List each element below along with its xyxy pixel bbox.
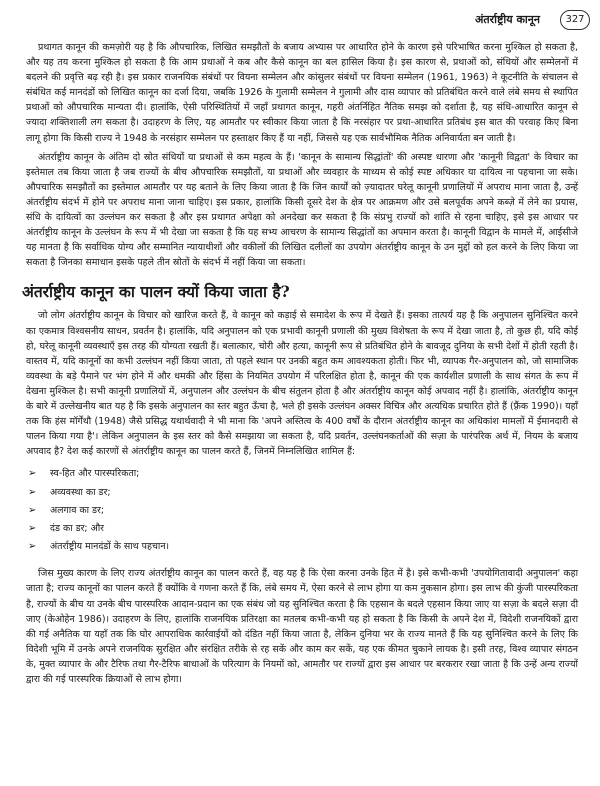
paragraph-other-sources: अंतर्राष्ट्रीय कानून के अंतिम दो स्रोत संधियों या प्रथाओं से कम महत्व के हैं। 'कानून के सामान्य सिद्धांतों' की अस्पष्ट धारणा और 'कानूनी विद्वता' के विचार का इस्तेमाल तब किया जाता है जब राज्यों के बीच औपचारिक समझौतों, या प्रथाओं और व्यवहार के माध्यम से कोई स्पष्ट अधिकार या दायित्व ना पहचाना जा सके। औपचारिक समझौतों का इस्तेमाल आमतौर पर यह बताने के लिए किया जाता है कि जिन कार्यों को ज़्यादातर घरेलू कानूनी प्रणालियों में अपराध माना जाता है, उन्हें अंतर्राष्ट्रीय संदर्भ में होने पर अपराध माना जाना चाहिए। इस प्रकार, हालांकि किसी दूसरे देश के क्षेत्र पर आक्रमण और उसे बलपूर्वक अपने कब्ज़े में लेने का प्रयास, संधि के दायित्वों का उल्लंघन कर सकता है और इस प्रथागत अपेक्षा को अनदेखा कर सकता है कि संप्रभु राज्यों को शांति से रहना चाहिए, इसे इस आधार पर अंतर्राष्ट्रीय कानून के उल्लंघन के रूप में भी देखा जा सकता है कि यह सभ्य आचरण के सामान्य सिद्धांतों का अपमान करता है। कानूनी विद्वान के मामले में, आईसीजे यह मानता है कि सर्वाधिक योग्य और सम्मानित न्यायाधीशों और वकीलों की लिखित दलीलों का उपयोग अंतर्राष्ट्रीय कानून के उन मुद्दों को हल करने के लिए किया जा सकता है जिनका समाधान इसके पहले तीन स्रोतों के संदर्भ में नहीं किया जा सकता। <box>26 151 578 269</box>
page-number-badge: 327 <box>560 10 590 30</box>
paragraph-self-interest: जिस मुख्य कारण के लिए राज्य अंतर्राष्ट्रीय कानून का पालन करते हैं, वह यह है कि ऐसा करना उनके हित में है। इसे कभी-कभी 'उपयोगितावादी अनुपालन' कहा जाता है; राज्य कानूनों का पालन करते हैं क्योंकि वे गणना करते हैं कि, लंबे समय में, ऐसा करने से लाभ होगा या कम नुकसान होगा। इस लाभ की कुंजी पारस्परिकता है, राज्यों के बीच या उनके बीच पारस्परिक आदान-प्रदान का एक संबंध जो यह सुनिश्चित करता है कि एहसान के बदले एहसान किया जाए या सज़ा के बदले सज़ा दी जाए (केओहेन 1986)। उदाहरण के लिए, हालांकि राजनयिक प्रतिरक्षा का मतलब कभी-कभी यह हो सकता है कि किसी के अपने देश में, विदेशी राजनयिकों द्वारा की गई अनैतिक या यहाँ तक कि घोर आपराधिक कार्रवाईयों को दंडित नहीं किया जाता है, लेकिन दुनिया भर के राज्य मानते हैं कि यह सुनिश्चित करने के लिए कि विदेशी भूमि में उनके अपने राजनयिक सुरक्षित और संरक्षित तरीके से रह सकें और काम कर सकें, यह एक कीमत चुकाने लायक है। इसी तरह, विश्व व्यापार संगठन के, मुक्त व्यापार के और टैरिफ तथा गैर-टैरिफ बाधाओं के परित्याग के नियमों को, आमतौर पर राज्यों द्वारा इस आधार पर बरकरार रखा जाता है कि उन्हें अन्य राज्यों द्वारा की गई पारस्परिक क्रियाओं से लाभ होगा। <box>26 568 578 686</box>
arrow-bullet-icon: ➢ <box>28 522 37 534</box>
arrow-bullet-icon: ➢ <box>28 541 37 553</box>
list-item: ➢ अव्यवस्था का डर; <box>26 484 578 502</box>
list-item: ➢ स्व-हित और पारस्परिकता; <box>26 465 578 483</box>
list-item: ➢ दंड का डर; और <box>26 520 578 538</box>
section-heading: अंतर्राष्ट्रीय कानून का पालन क्यों किया जाता है? <box>22 282 290 302</box>
paragraph-why-obeyed: जो लोग अंतर्राष्ट्रीय कानून के विचार को खारिज करते हैं, वे कानून को कड़ाई से समादेश के रूप में देखते हैं। इसका तात्पर्य यह है कि अनुपालन सुनिश्चित करने का एकमात्र विश्वसनीय साधन, प्रवर्तन है। हालांकि, यदि अनुपालन को एक प्रभावी कानूनी प्रणाली की मुख्य विशेषता के रूप में देखा जाता है, तो कुछ ही, यदि कोई हो, घरेलू कानूनी व्यवस्थाएँ इस तरह की योग्यता रखती हैं। बलात्कार, चोरी और हत्या, कानूनी रूप से प्रतिबंधित होने के बावजूद दुनिया के सभी देशों में होती रहती है। वास्तव में, यदि कानूनों का कभी उल्लंघन नहीं किया जाता, तो पहले स्थान पर उनकी बहुत कम आवश्यकता होती। फिर भी, व्यापक गैर-अनुपालन को, जो सामाजिक व्यवस्था के बड़े पैमाने पर भंग होने में और धमकी और हिंसा के नियमित उपयोग में परिलक्षित होता है, कानून की एक कार्यशील प्रणाली के साथ संगत के रूप में देखना मुश्किल है। सभी कानूनी प्रणालियों में, अनुपालन और उल्लंघन के बीच संतुलन होता है और अंतर्राष्ट्रीय कानून कोई अपवाद नहीं है। हालांकि, अंतर्राष्ट्रीय कानून के बारे में उल्लेखनीय बात यह है कि इसके अनुपालन का स्तर बहुत ऊँचा है, भले ही इसके उल्लंघन अक्सर विचित्र और अत्यधिक प्रचारित होते हैं (फ़्रैंक 1990)। यहाँ तक कि हंस मॉर्गेंथौ (1948) जैसे प्रसिद्ध यथार्थवादी ने भी माना कि 'अपने अस्तित्व के 400 वर्षों के दौरान अंतर्राष्ट्रीय कानून का अधिकांश मामलों में ईमानदारी से पालन किया गया है'। लेकिन अनुपालन के इस स्तर को कैसे समझाया जा सकता है, यदि प्रवर्तन, उल्लंघनकर्ताओं की सज़ा के पारंपरिक अर्थ में, नियम के बजाय अपवाद है? देश कई कारणों से अंतर्राष्ट्रीय कानून का पालन करते हैं, जिनमें निम्नलिखित शामिल हैं: <box>26 310 578 458</box>
list-item: ➢ अलगाव का डर; <box>26 502 578 520</box>
running-head-title: अंतर्राष्ट्रीय कानून <box>474 13 540 26</box>
paragraph-customary-law: प्रथागत कानून की कमज़ोरी यह है कि औपचारिक, लिखित समझौतों के बजाय अभ्यास पर आधारित होने के कारण इसे परिभाषित करना मुश्किल हो सकता है, और यह तय करना मुश्किल हो सकता है कि आम प्रथाओं ने कब और कैसे कानून का बल हासिल किया है। इस कारण से, प्रथाओं को, संधियों और सम्मेलनों में बदलने की प्रवृत्ति बढ़ रही है। इस प्रकार राजनयिक संबंधों पर वियना सम्मेलन और कांसुलर संबंधों पर वियना सम्मेलन (1961, 1963) ने कूटनीति के संचालन से संबंधित कई मानदंडों को लिखित कानून का दर्जा दिया, जबकि 1926 के गुलामी सम्मेलन ने गुलामी और दास व्यापार को प्रतिबंधित करने वाले लंबे समय से स्थापित प्रथाओं को औपचारिक मान्यता दी। हालांकि, ऐसी परिस्थितियों में जहाँ प्रथागत कानून, गहरी अंतर्निहित नैतिक समझ को दर्शाता है, यह संधि-आधारित कानून से ज्यादा शक्तिशाली लग सकता है। उदाहरण के लिए, यह आमतौर पर स्वीकार किया जाता है कि नरसंहार पर प्रथा-आधारित प्रतिबंध इस बात की परवाह किए बिना लागू होगा कि किसी राज्य ने 1948 के नरसंहार सम्मेलन पर हस्ताक्षर किए हैं या नहीं, जिससे यह एक सार्वभौमिक नैतिक अनिवार्यता बन जाती है। <box>26 42 578 144</box>
page-body <box>22 40 578 687</box>
reasons-list <box>26 465 578 556</box>
page-header <box>0 10 600 32</box>
arrow-bullet-icon: ➢ <box>28 468 37 480</box>
arrow-bullet-icon: ➢ <box>28 486 37 498</box>
arrow-bullet-icon: ➢ <box>28 504 37 516</box>
list-item: ➢ अंतर्राष्ट्रीय मानदंडों के साथ पहचान। <box>26 538 578 556</box>
